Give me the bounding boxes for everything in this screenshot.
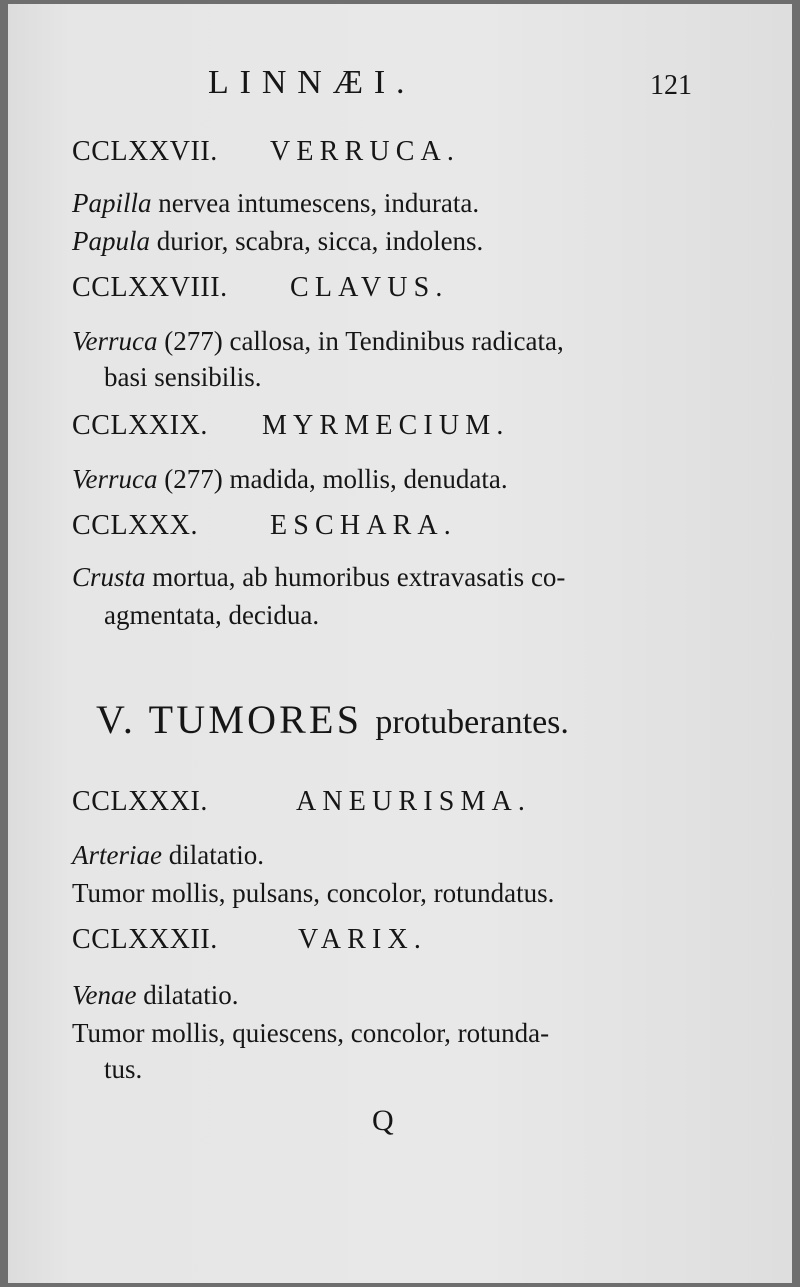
entry-line [72, 878, 554, 909]
entry-line [72, 464, 508, 495]
entry-text: nervea intumescens, indurata. [151, 188, 480, 218]
entry-line [72, 226, 483, 257]
signature-mark: Q [372, 1104, 394, 1137]
entry-term: Papula [72, 226, 150, 256]
page-number: 121 [650, 70, 692, 101]
entry-number: CCLXXVIII. [72, 272, 228, 303]
entry-term: Venae [72, 980, 137, 1010]
entry-term: Verruca [72, 326, 158, 356]
entry-line [72, 840, 264, 871]
entry-line [72, 188, 479, 219]
entry-term: Crusta [72, 562, 146, 592]
entry-number: CCLXXXI. [72, 786, 208, 817]
entry-number: CCLXXIX. [72, 410, 208, 441]
entry-text: dilatatio. [136, 980, 239, 1010]
entry-text: agmentata, decidua. [104, 600, 320, 630]
entry-text: Tumor mollis, pulsans, concolor, rotundatus. [72, 878, 555, 908]
entry-term: Verruca [72, 464, 158, 494]
entry-text: basi sensibilis. [104, 362, 262, 392]
entry-line [104, 1054, 142, 1085]
entry-term: Papilla [72, 188, 152, 218]
entry-title: MYRMECIUM. [262, 410, 510, 441]
entry-title: CLAVUS. [290, 272, 449, 303]
entry-line [72, 1018, 549, 1049]
entry-title: ESCHARA. [270, 510, 457, 541]
entry-number: CCLXXXII. [72, 924, 218, 955]
entry-term: Arteriae [72, 840, 162, 870]
entry-line [104, 362, 262, 393]
entry-line [72, 562, 565, 593]
entry-text: (277) callosa, in Tendinibus radicata, [157, 326, 564, 356]
entry-text: mortua, ab humoribus extravasatis co- [145, 562, 566, 592]
entry-line [72, 326, 564, 357]
section-heading [96, 696, 569, 743]
entry-text: dilatatio. [161, 840, 264, 870]
entry-text: (277) madida, mollis, denudata. [157, 464, 508, 494]
entry-title: ANEURISMA. [296, 786, 532, 817]
entry-title: VERRUCA. [270, 136, 461, 167]
book-page [8, 4, 792, 1283]
running-title: LINNÆI. [208, 64, 416, 101]
entry-text: Tumor mollis, quiescens, concolor, rotunda- [72, 1018, 550, 1048]
entry-number: CCLXXX. [72, 510, 199, 541]
entry-title: VARIX. [298, 924, 428, 955]
section-subheading: protuberantes. [375, 704, 569, 741]
entry-line [104, 600, 319, 631]
entry-line [72, 980, 238, 1011]
entry-number: CCLXXVII. [72, 136, 218, 167]
entry-text: durior, scabra, sicca, indolens. [150, 226, 484, 256]
entry-text: tus. [104, 1054, 143, 1084]
section-heading-main: V. TUMORES [96, 697, 363, 742]
